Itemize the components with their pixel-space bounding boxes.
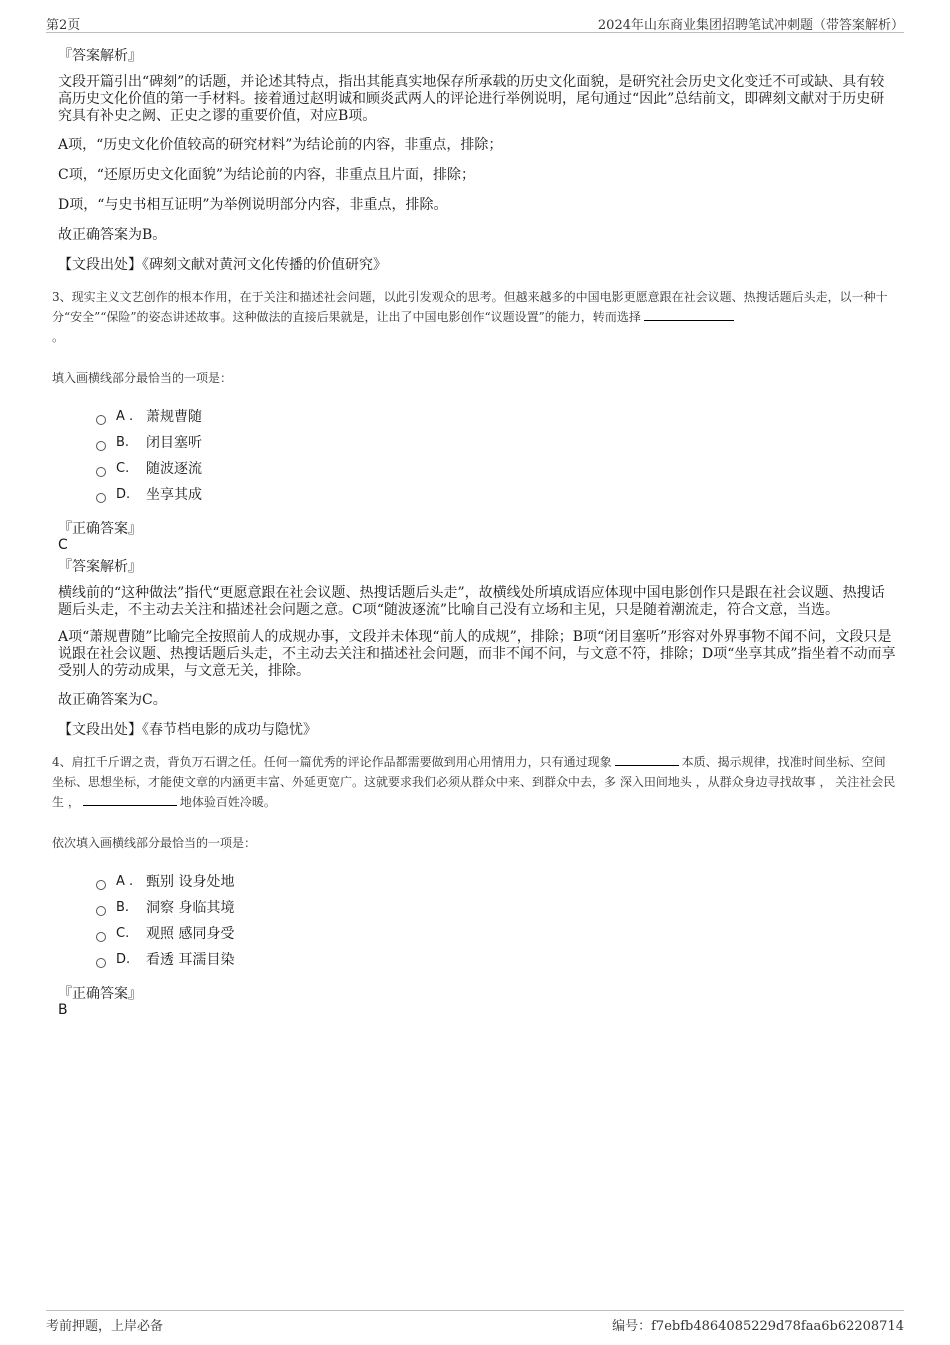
question-3-options <box>56 403 896 507</box>
option-c[interactable]: C. 随波逐流 <box>96 455 896 481</box>
analysis-conclusion: 故正确答案为B。 <box>58 227 167 243</box>
question-4-prompt: 依次填入画横线部分最恰当的一项是： <box>52 836 257 850</box>
radio-icon[interactable] <box>96 415 106 425</box>
option-c[interactable]: C. 观照 感同身受 <box>96 920 896 946</box>
option-b[interactable]: B. 闭目塞听 <box>96 429 896 455</box>
text-source: 【文段出处】《春节档电影的成功与隐忧》 <box>58 722 317 738</box>
option-b[interactable]: B. 洞察 身临其境 <box>96 894 896 920</box>
document-id: 编号：f7ebfb4864085229d78faa6b62208714 <box>612 1319 904 1334</box>
analysis-conclusion: 故正确答案为C。 <box>58 692 167 708</box>
fill-blank <box>644 308 734 321</box>
analysis-text: 横线前的“这种做法”指代“更愿意跟在社会议题、热搜话题后头走”，故横线处所填成语应体现中国电影创作只是跟在社会议题、热搜话题后头走，不主动去关注和描述社会问题之意。C项“随波逐流”比喻自己没有立场和主见，只是随着潮流走，符合文意，当选。 <box>58 585 885 618</box>
option-d[interactable]: D. 看透 耳濡目染 <box>96 946 896 972</box>
analysis-option-d: D项，“与史书相互证明”为举例说明部分内容，非重点，排除。 <box>58 197 448 213</box>
page-header <box>46 12 904 33</box>
correct-answer: C <box>58 537 68 553</box>
page-footer <box>46 1310 904 1333</box>
option-a[interactable]: A . 萧规曹随 <box>96 403 896 429</box>
analysis-option-c: C项，“还原历史文化面貌”为结论前的内容，非重点且片面，排除； <box>58 167 476 183</box>
question-4: 4、肩扛千斤谓之责，背负万石谓之任。任何一篇优秀的评论作品都需要做到用心用情用力，只有通过现象 本质、揭示规律，找准时间坐标、空间坐标、思想坐标，才能使文章的内涵更丰富、外延更宽广。这就要求我们必须从群众中来、到群众中去，多 深入田间地头 ，从群众身边寻找故事 ， 关注社会民生 ， 地体验百姓冷暖。 <box>52 755 896 809</box>
analysis-text: 文段开篇引出“碑刻”的话题，并论述其特点，指出其能真实地保存所承载的历史文化面貌，是研究社会历史文化变迁不可或缺、具有较高历史文化价值的第一手材料。接着通过赵明诚和顾炎武两人的评论进行举例说明，尾句通过“因此”总结前文，即碑刻文献对于历史研究具有补史之阙、正史之谬的重要价值，对应B项。 <box>58 74 885 124</box>
option-d[interactable]: D. 坐享其成 <box>96 481 896 507</box>
analysis-label: 『答案解析』 <box>58 48 142 64</box>
question-3-prompt: 填入画横线部分最恰当的一项是： <box>52 371 233 385</box>
question-3-text: 3、现实主义文艺创作的根本作用，在于关注和描述社会问题，以此引发观众的思考。但越来越多的中国电影更愿意跟在社会议题、热搜话题后头走，以一种十分“安全”“保险”的姿态讲述故事。这种做法的直接后果就是，让出了中国电影创作“议题设置”的能力，转而选择 <box>52 290 888 324</box>
radio-icon[interactable] <box>96 467 106 477</box>
radio-icon[interactable] <box>96 880 106 890</box>
fill-blank <box>615 753 679 766</box>
correct-answer-label: 『正确答案』 <box>58 986 142 1002</box>
option-a[interactable]: A . 甄别 设身处地 <box>96 868 896 894</box>
analysis-option-a: A项，“历史文化价值较高的研究材料”为结论前的内容，非重点，排除； <box>58 137 503 153</box>
text-source: 【文段出处】《碑刻文献对黄河文化传播的价值研究》 <box>58 257 387 273</box>
analysis-label: 『答案解析』 <box>58 559 142 575</box>
radio-icon[interactable] <box>96 958 106 968</box>
footer-slogan: 考前押题，上岸必备 <box>46 1319 164 1334</box>
radio-icon[interactable] <box>96 493 106 503</box>
question-3 <box>52 287 896 347</box>
radio-icon[interactable] <box>96 441 106 451</box>
page-number: 第2页 <box>46 18 81 33</box>
radio-icon[interactable] <box>96 932 106 942</box>
correct-answer: B <box>58 1002 68 1018</box>
fill-blank <box>83 793 177 806</box>
question-3-text-end: 。 <box>52 330 65 344</box>
question-4-options <box>56 868 896 972</box>
correct-answer-label: 『正确答案』 <box>58 521 142 537</box>
analysis-text: A项“萧规曹随”比喻完全按照前人的成规办事，文段并未体现“前人的成规”，排除；B项“闭目塞听”形容对外界事物不闻不问，文段只是说跟在社会议题、热搜话题后头走，不主动去关注和描述社会问题，而非不闻不问，与文意不符，排除；D项“坐享其成”指坐着不动而享受别人的劳动成果，与文意无关，排除。 <box>58 629 896 679</box>
document-title: 2024年山东商业集团招聘笔试冲刺题（带答案解析） <box>597 18 904 33</box>
radio-icon[interactable] <box>96 906 106 916</box>
page-content <box>52 46 896 1022</box>
